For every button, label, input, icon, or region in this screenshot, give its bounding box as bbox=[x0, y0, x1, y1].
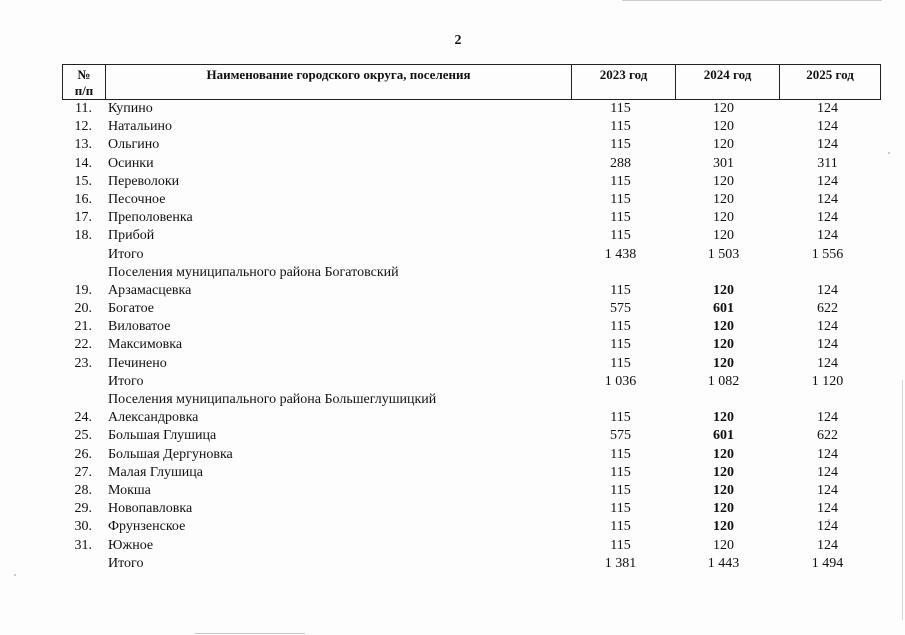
value-2023: 575 bbox=[610, 301, 631, 317]
table-row bbox=[62, 264, 862, 282]
value-2023: 115 bbox=[610, 137, 631, 153]
value-2025: 124 bbox=[817, 282, 838, 298]
value-2025: 124 bbox=[817, 191, 838, 207]
value-2025: 124 bbox=[817, 410, 838, 426]
value-2024: 120 bbox=[713, 537, 734, 553]
value-2024: 120 bbox=[713, 501, 734, 517]
table-row bbox=[62, 173, 862, 191]
value-2023: 288 bbox=[610, 155, 631, 171]
value-2025: 124 bbox=[817, 228, 838, 244]
header-2025: 2025 год bbox=[780, 65, 881, 100]
value-2023: 115 bbox=[610, 355, 631, 371]
table-row bbox=[62, 318, 862, 336]
settlement-name: Песочное bbox=[108, 191, 166, 207]
value-2024: 301 bbox=[713, 155, 734, 171]
row-number: 15. bbox=[74, 173, 92, 189]
settlement-name: Виловатое bbox=[108, 319, 171, 335]
table-row bbox=[62, 409, 862, 427]
settlement-name: Осинки bbox=[108, 155, 154, 171]
value-2024: 120 bbox=[713, 282, 734, 298]
value-2024: 120 bbox=[713, 137, 734, 153]
settlement-name: Итого bbox=[108, 246, 144, 262]
value-2024: 1 082 bbox=[707, 373, 740, 389]
settlement-name: Натальино bbox=[108, 119, 172, 135]
value-2025: 124 bbox=[817, 210, 838, 226]
value-2024: 120 bbox=[713, 191, 734, 207]
value-2025: 124 bbox=[817, 319, 838, 335]
settlement-name: Поселения муниципального района Богатовский bbox=[108, 264, 399, 280]
settlement-name: Фрунзенское bbox=[108, 519, 186, 535]
settlement-name: Поселения муниципального района Большеглушицкий bbox=[108, 392, 437, 407]
value-2023: 1 381 bbox=[604, 555, 637, 571]
value-2025: 124 bbox=[817, 137, 838, 153]
row-number: 11. bbox=[75, 101, 92, 116]
row-number: 30. bbox=[74, 519, 92, 535]
table-row bbox=[62, 209, 862, 227]
settlement-name: Ольгино bbox=[108, 137, 160, 153]
table-row bbox=[62, 246, 862, 264]
value-2024: 120 bbox=[713, 337, 734, 353]
table-row bbox=[62, 464, 862, 482]
table-row bbox=[62, 537, 862, 555]
table-row bbox=[62, 282, 862, 300]
settlement-name: Александровка bbox=[108, 410, 199, 426]
value-2023: 115 bbox=[610, 319, 631, 335]
settlement-name: Арзамасцевка bbox=[108, 282, 192, 298]
table-body bbox=[62, 100, 862, 573]
row-number: 25. bbox=[74, 428, 92, 444]
table-row bbox=[62, 155, 862, 173]
row-number: 17. bbox=[74, 210, 92, 226]
value-2025: 124 bbox=[817, 446, 838, 462]
row-number: 21. bbox=[74, 319, 92, 335]
settlement-name: Богатое bbox=[108, 301, 154, 317]
value-2023: 115 bbox=[610, 519, 631, 535]
table-row bbox=[62, 500, 862, 518]
table-row bbox=[62, 482, 862, 500]
table-row bbox=[62, 300, 862, 318]
value-2025: 622 bbox=[817, 428, 838, 444]
value-2023: 115 bbox=[610, 282, 631, 298]
value-2025: 124 bbox=[817, 501, 838, 517]
value-2023: 1 036 bbox=[604, 373, 637, 389]
row-number: 18. bbox=[74, 228, 92, 244]
value-2024: 120 bbox=[713, 410, 734, 426]
row-number: 14. bbox=[74, 155, 92, 171]
value-2023: 115 bbox=[610, 173, 631, 189]
value-2025: 124 bbox=[817, 537, 838, 553]
value-2025: 1 494 bbox=[811, 555, 844, 571]
table-row bbox=[62, 518, 862, 536]
value-2023: 575 bbox=[610, 428, 631, 444]
table-row bbox=[62, 355, 862, 373]
value-2025: 622 bbox=[817, 301, 838, 317]
settlement-name: Большая Дергуновка bbox=[108, 446, 233, 462]
table-row bbox=[62, 136, 862, 154]
value-2024: 120 bbox=[713, 446, 734, 462]
settlement-name: Переволоки bbox=[108, 173, 180, 189]
settlement-name: Прибой bbox=[108, 228, 155, 244]
value-2025: 124 bbox=[817, 464, 838, 480]
table-row bbox=[62, 427, 862, 445]
row-number: 27. bbox=[74, 464, 92, 480]
value-2024: 601 bbox=[713, 428, 734, 444]
table-row bbox=[62, 446, 862, 464]
settlement-name: Мокша bbox=[108, 482, 151, 498]
row-number: 26. bbox=[74, 446, 92, 462]
table-row bbox=[62, 118, 862, 136]
value-2023: 1 438 bbox=[604, 246, 637, 262]
settlement-name: Печинено bbox=[108, 355, 167, 371]
row-number: 19. bbox=[74, 282, 92, 298]
header-2024: 2024 год bbox=[676, 65, 780, 100]
row-number: 12. bbox=[74, 119, 92, 135]
settlement-name: Итого bbox=[108, 373, 144, 389]
settlement-name: Преполовенка bbox=[108, 210, 193, 226]
table-row bbox=[62, 227, 862, 245]
value-2025: 124 bbox=[817, 519, 838, 535]
table-header bbox=[62, 64, 881, 100]
value-2025: 124 bbox=[817, 482, 838, 498]
row-number: 20. bbox=[74, 301, 92, 317]
value-2023: 115 bbox=[610, 101, 631, 116]
value-2025: 1 120 bbox=[811, 373, 844, 389]
row-number: 13. bbox=[74, 137, 92, 153]
value-2023: 115 bbox=[610, 119, 631, 135]
value-2025: 124 bbox=[817, 101, 838, 116]
header-num: № п/п bbox=[63, 65, 106, 100]
value-2023: 115 bbox=[610, 537, 631, 553]
table-row bbox=[62, 336, 862, 354]
value-2025: 124 bbox=[817, 173, 838, 189]
settlement-name: Итого bbox=[108, 555, 144, 571]
value-2024: 120 bbox=[713, 210, 734, 226]
value-2024: 120 bbox=[713, 319, 734, 335]
settlement-name: Большая Глушица bbox=[108, 428, 217, 444]
value-2024: 120 bbox=[713, 355, 734, 371]
scan-artifact-top bbox=[622, 0, 882, 1]
settlement-name: Малая Глушица bbox=[108, 464, 203, 480]
value-2024: 601 bbox=[713, 301, 734, 317]
settlement-name: Южное bbox=[108, 537, 154, 553]
value-2023: 115 bbox=[610, 446, 631, 462]
value-2024: 120 bbox=[713, 464, 734, 480]
table-row bbox=[62, 191, 862, 209]
row-number: 23. bbox=[74, 355, 92, 371]
value-2024: 120 bbox=[713, 482, 734, 498]
value-2024: 1 503 bbox=[707, 246, 740, 262]
row-number: 31. bbox=[74, 537, 92, 553]
value-2024: 120 bbox=[713, 173, 734, 189]
row-number: 29. bbox=[74, 501, 92, 517]
row-number: 22. bbox=[74, 337, 92, 353]
value-2024: 120 bbox=[713, 101, 734, 116]
value-2025: 124 bbox=[817, 355, 838, 371]
value-2024: 120 bbox=[713, 119, 734, 135]
table-row bbox=[62, 555, 862, 573]
row-number: 16. bbox=[74, 191, 92, 207]
settlement-name: Максимовка bbox=[108, 337, 183, 353]
table-row bbox=[62, 391, 862, 409]
value-2025: 124 bbox=[817, 337, 838, 353]
value-2023: 115 bbox=[610, 191, 631, 207]
value-2025: 311 bbox=[817, 155, 838, 171]
table-row bbox=[62, 100, 862, 118]
value-2024: 1 443 bbox=[707, 555, 740, 571]
header-name: Наименование городского округа, поселения bbox=[106, 65, 572, 100]
header-2023: 2023 год bbox=[572, 65, 676, 100]
row-number: 28. bbox=[74, 482, 92, 498]
scan-artifact-edge bbox=[902, 380, 903, 620]
value-2023: 115 bbox=[610, 410, 631, 426]
value-2023: 115 bbox=[610, 210, 631, 226]
value-2023: 115 bbox=[610, 464, 631, 480]
value-2023: 115 bbox=[610, 482, 631, 498]
page-number: 2 bbox=[454, 33, 462, 48]
value-2023: 115 bbox=[610, 501, 631, 517]
scan-speck bbox=[14, 574, 16, 576]
value-2023: 115 bbox=[610, 228, 631, 244]
value-2024: 120 bbox=[713, 519, 734, 535]
row-number: 24. bbox=[74, 410, 92, 426]
scan-artifact-bottom bbox=[195, 633, 305, 634]
value-2023: 115 bbox=[610, 337, 631, 353]
settlement-name: Купино bbox=[108, 101, 153, 116]
value-2024: 120 bbox=[713, 228, 734, 244]
scan-speck bbox=[888, 152, 890, 154]
table-row bbox=[62, 373, 862, 391]
value-2025: 1 556 bbox=[811, 246, 844, 262]
value-2025: 124 bbox=[817, 119, 838, 135]
settlement-name: Новопавловка bbox=[108, 501, 193, 517]
